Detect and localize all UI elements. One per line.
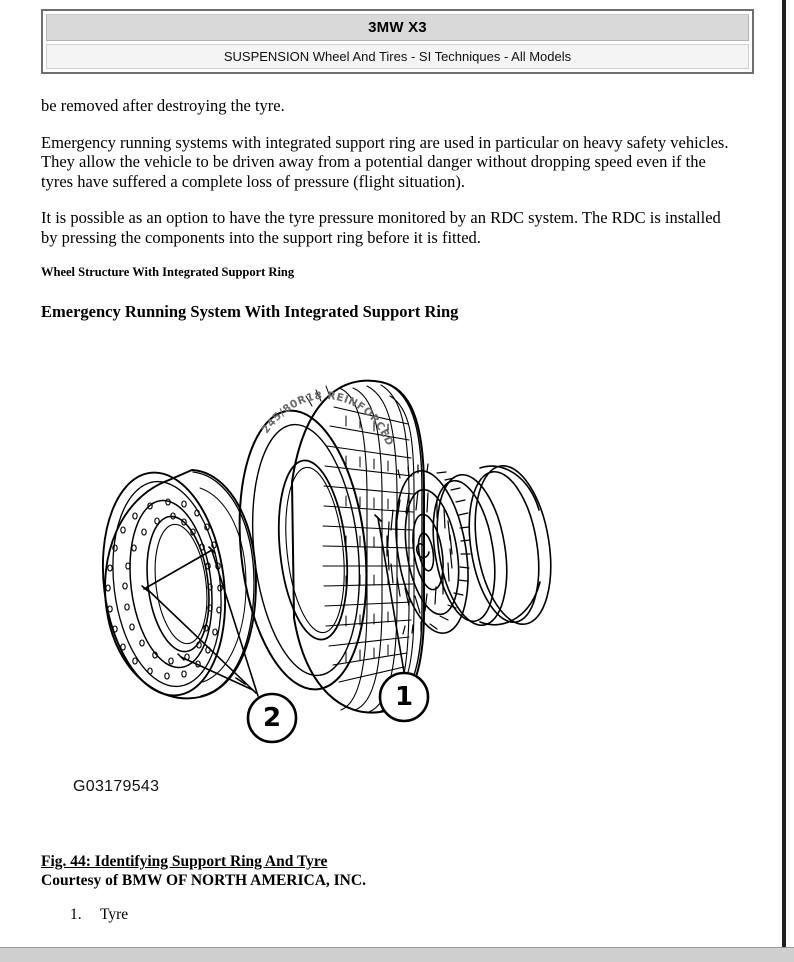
header-subtitle: SUSPENSION Wheel And Tires - SI Techniques - All Models bbox=[46, 44, 749, 69]
figure-legend-list bbox=[70, 905, 670, 924]
list-item bbox=[70, 905, 670, 924]
legend-item-label: Tyre bbox=[100, 906, 129, 923]
callout-2-label: 2 bbox=[262, 703, 282, 733]
paragraph-2: Emergency running systems with integrated support ring are used in particular on heavy safety vehicles. They allow the vehicle to be driven away from a potential danger without dropping speed even if the tyres have suffered a complete loss of pressure (flight situation). bbox=[41, 132, 729, 191]
callout-1-label: 1 bbox=[394, 682, 414, 712]
header-title: 3MW X3 bbox=[46, 14, 749, 41]
tyre-group bbox=[227, 381, 424, 713]
legend-item-number: 1. bbox=[70, 906, 82, 923]
document-body bbox=[41, 96, 741, 322]
page-footer-bar bbox=[0, 947, 794, 962]
document-header bbox=[41, 9, 754, 74]
support-ring-group bbox=[91, 466, 256, 703]
rim-hub-group bbox=[386, 460, 561, 638]
paragraph-3: It is possible as an option to have the tyre pressure monitored by an RDC system. The RDC is installed by pressing the components into the support ring before it is fitted. bbox=[41, 208, 721, 247]
figure-caption-title: Fig. 44: Identifying Support Ring And Tyre bbox=[41, 853, 328, 870]
sub-heading: Wheel Structure With Integrated Support Ring bbox=[41, 265, 295, 279]
leader-lines bbox=[146, 515, 405, 696]
wheel-assembly-drawing bbox=[60, 360, 590, 780]
section-heading: Emergency Running System With Integrated Support Ring bbox=[41, 302, 459, 321]
figure-caption-courtesy: Courtesy of BMW OF NORTH AMERICA, INC. bbox=[41, 872, 366, 889]
figure-caption bbox=[41, 853, 741, 890]
paragraph-1: be removed after destroying the tyre. bbox=[41, 96, 285, 115]
figure-image-id: G03179543 bbox=[73, 778, 160, 795]
figure-illustration bbox=[60, 360, 590, 780]
svg-text:245/80R18 REINFORCED: 245/80R18 REINFORCED bbox=[259, 389, 396, 449]
